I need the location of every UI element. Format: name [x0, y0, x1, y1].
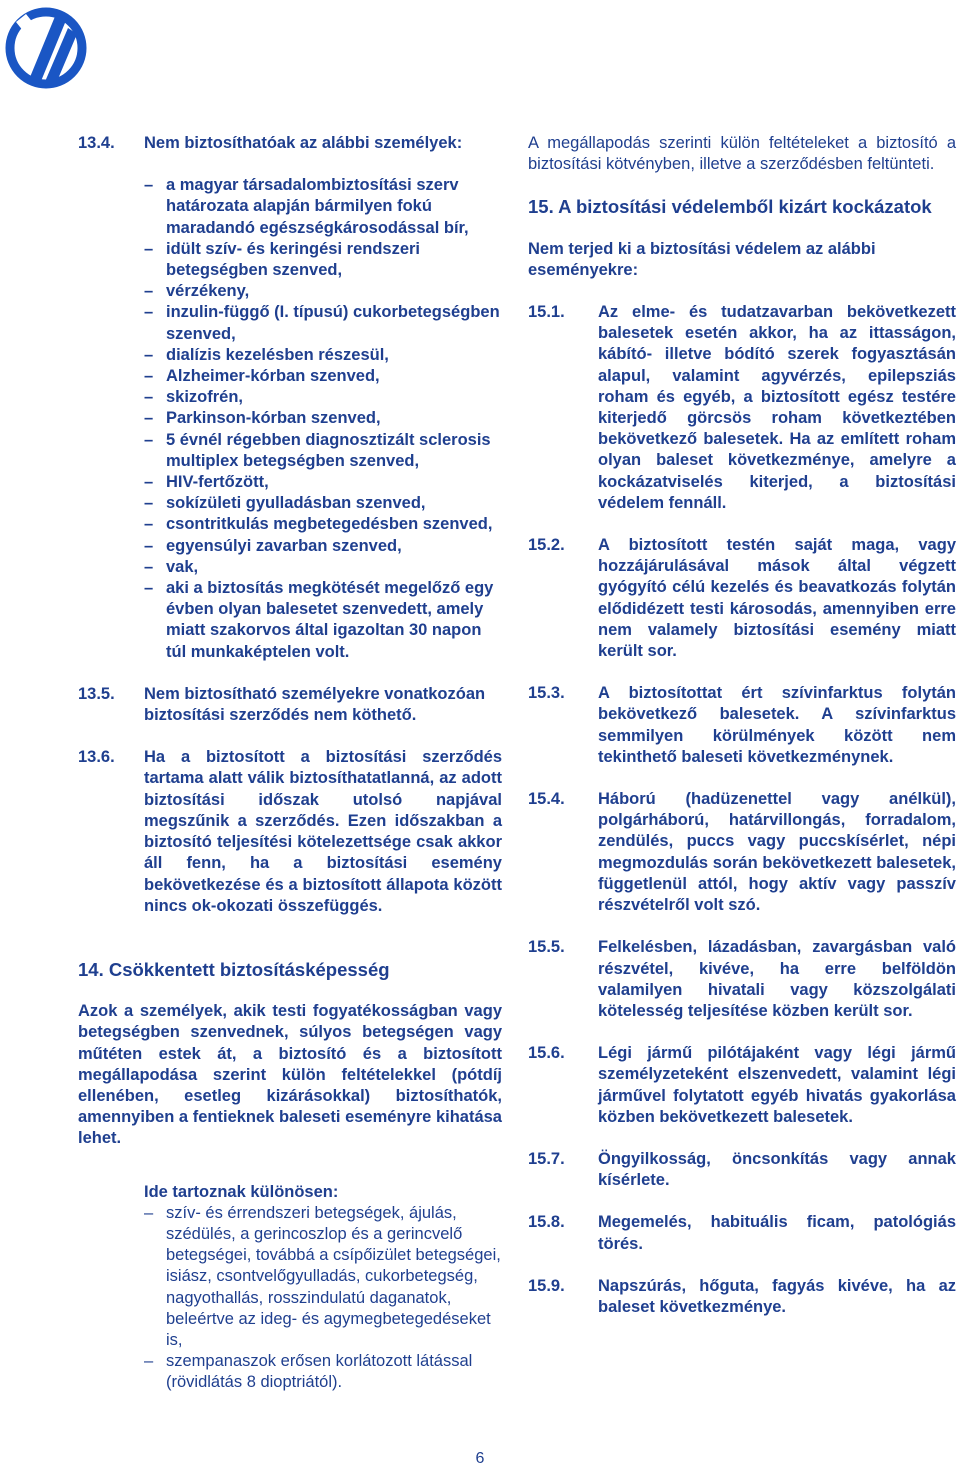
section-13-4: [78, 133, 502, 154]
exclusion-list: [528, 302, 956, 1318]
item-text: Napszúrás, hőguta, fagyás kivéve, ha az baleset következménye.: [598, 1276, 956, 1316]
list-item: – szempanaszok erősen korlátozott látással (rövidlátás 8 dioptriától).: [144, 1351, 502, 1393]
item-number: 15.9.: [528, 1276, 565, 1295]
exclusion-item: [528, 302, 956, 514]
item-text: Öngyilkosság, öncsonkítás vagy annak kísérlete.: [598, 1149, 956, 1190]
exclusion-item: [528, 1043, 956, 1128]
list-item: – a magyar társadalombiztosítási szerv határozata alapján bármilyen fokú maradandó egészségkárosodással bír,: [144, 175, 502, 239]
item-text: Felkelésben, lázadásban, zavargásban való részvétel, kivéve, ha erre belföldön valamilyen hivatali vagy közszolgálati kötelesség teljesítése közben került sor.: [598, 938, 956, 1020]
list-item: – csontritkulás megbetegedésben szenved,: [144, 514, 502, 535]
list-item: – egyensúlyi zavarban szenved,: [144, 536, 502, 557]
list-item: – szív- és érrendszeri betegségek, ájulás, szédülés, a gerincoszlop és a gerincvelő betegségei, továbbá a csípőizület betegségei, isiász, csontvelőgyulladás, cukorbetegség, nagyothallás, rosszindulatú daganatok, beleértve az ideg- és agymegbetegedéseket is,: [144, 1203, 502, 1351]
item-text: A biztosítottat ért szívinfarktus folytán bekövetkező balesetek. A szívinfarktus semmilyen körülmények között nem tekinthető baleseti következménynek.: [598, 684, 956, 766]
list-item: – HIV-fertőzött,: [144, 472, 502, 493]
list-item: – 5 évnél régebben diagnosztizált sclerosis multiplex betegségben szenved,: [144, 430, 502, 472]
exclusion-item: [528, 937, 956, 1022]
section-title: Nem biztosíthatóak az alábbi személyek:: [144, 134, 463, 152]
list-item: – dialízis kezelésben részesül,: [144, 345, 502, 366]
right-intro: A megállapodás szerinti külön feltételeket a biztosító a biztosítási kötvényben, illetve a szerződésben feltünteti.: [528, 134, 956, 174]
list-item: – Parkinson-kórban szenved,: [144, 408, 502, 429]
page-number: 6: [475, 1450, 485, 1467]
item-number: 15.5.: [528, 938, 565, 957]
list-item: – Alzheimer-kórban szenved,: [144, 366, 502, 387]
item-text: Az elme- és tudatzavarban bekövetkezett balesetek esetén akkor, ha az ittasságon, kábító- illetve bódító szerek fogyasztásán alapul, valamint agyvérzés, epilepsziás roham és egyéb, a biztosított egész testére kiterjedő görcsös roham következtében bekövetkező balesetek. Ha az említett roham olyan baleset következménye, amelyre a kockázatviselés kiterjed, a biztosítási védelem fennáll.: [598, 303, 956, 512]
list-item: – skizofrén,: [144, 387, 502, 408]
list-item: – idült szív- és keringési rendszeri betegségben szenved,: [144, 239, 502, 281]
section-text: Nem biztosítható személyekre vonatkozóan biztosítási szerződés nem köthető.: [144, 684, 486, 725]
exclusion-item: [528, 1276, 956, 1318]
section-number: 13.5.: [78, 684, 115, 703]
section-text: Ha a biztosított a biztosítási szerződés tartama alatt válik biztosíthatatlanná, az adott biztosítási időszak utolsó napjával megszűnik a szerződés. Ezen időszakban a biztosító teljesítési kötelezettsége csak akkor áll fenn, ha a biztosítási esemény bekövetkezése és a biztosított állapota között nincs ok-okozati összefüggés.: [144, 748, 502, 915]
section-15-subtitle: Nem terjed ki a biztosítási védelem az alábbi eseményekre:: [528, 239, 876, 279]
list-item: – vak,: [144, 557, 502, 578]
section-14-list: [144, 1203, 502, 1394]
exclusion-item: [528, 789, 956, 916]
exclusion-item: [528, 1212, 956, 1254]
section-13-5: [78, 684, 502, 726]
item-number: 15.8.: [528, 1213, 565, 1232]
exclusion-item: [528, 683, 956, 768]
list-item: – vérzékeny,: [144, 281, 502, 302]
right-column: [528, 133, 956, 1318]
item-number: 15.7.: [528, 1149, 565, 1168]
item-number: 15.4.: [528, 790, 565, 809]
company-logo: [4, 0, 88, 100]
item-number: 15.3.: [528, 684, 565, 703]
section-number: 13.4.: [78, 134, 115, 152]
item-number: 15.1.: [528, 303, 565, 322]
exclusion-item: [528, 1149, 956, 1191]
list-item: – aki a biztosítás megkötését megelőző egy évben olyan balesetet szenvedett, amely miatt szakorvos által igazoltan 30 napon túl munkaképtelen volt.: [144, 578, 502, 663]
item-text: Megemelés, habituális ficam, patológiás törés.: [598, 1213, 956, 1253]
item-text: Háború (hadüzenettel vagy anélkül), polgárháború, határvillongás, forradalom, zendülés, puccs vagy puccskísérlet, népi megmozdulás során bekövetkezett balesetek, függetlenül attól, hogy aktív vagy passzív részvételről volt szó.: [598, 790, 956, 915]
section-13-6: [78, 747, 502, 917]
list-item: – inzulin-függő (I. típusú) cukorbetegségben szenved,: [144, 302, 502, 344]
item-text: A biztosított testén saját maga, vagy hozzájárulásával mások által végzett gyógyító célú kezelés és beavatkozás folytán elődidézett testi károsodás, amennyiben erre nem valamely biztosítási esemény miatt került sor.: [598, 536, 956, 661]
section-number: 13.6.: [78, 748, 115, 767]
item-text: Légi jármű pilótájaként vagy légi jármű személyzeteként elszenvedett, valamint légi járművel folytatott egyéb hivatás gyakorlása közben bekövetkezett balesetek.: [598, 1044, 956, 1126]
list-item: – sokízületi gyulladásban szenved,: [144, 493, 502, 514]
section-15-title: 15. A biztosítási védelemből kizárt kockázatok: [528, 196, 932, 218]
ineligible-list: [144, 175, 502, 663]
item-number: 15.2.: [528, 536, 565, 555]
exclusion-item: [528, 535, 956, 662]
left-column: [78, 133, 502, 1394]
item-number: 15.6.: [528, 1044, 565, 1063]
section-14-title: 14. Csökkentett biztosításképesség: [78, 958, 390, 980]
section-14-subtitle: Ide tartoznak különösen:: [144, 1182, 339, 1201]
section-14-intro: Azok a személyek, akik testi fogyatékosságban vagy betegségben szenvednek, súlyos betegségen vagy műtéten estek át, a biztosító és a biztosított megállapodása szerint külön feltételekkel (pótdíj ellenében, esetleg kizárásokkal) biztosíthatók, amennyiben a fentieknek baleseti eseményre kihatása lehet.: [78, 1002, 502, 1148]
